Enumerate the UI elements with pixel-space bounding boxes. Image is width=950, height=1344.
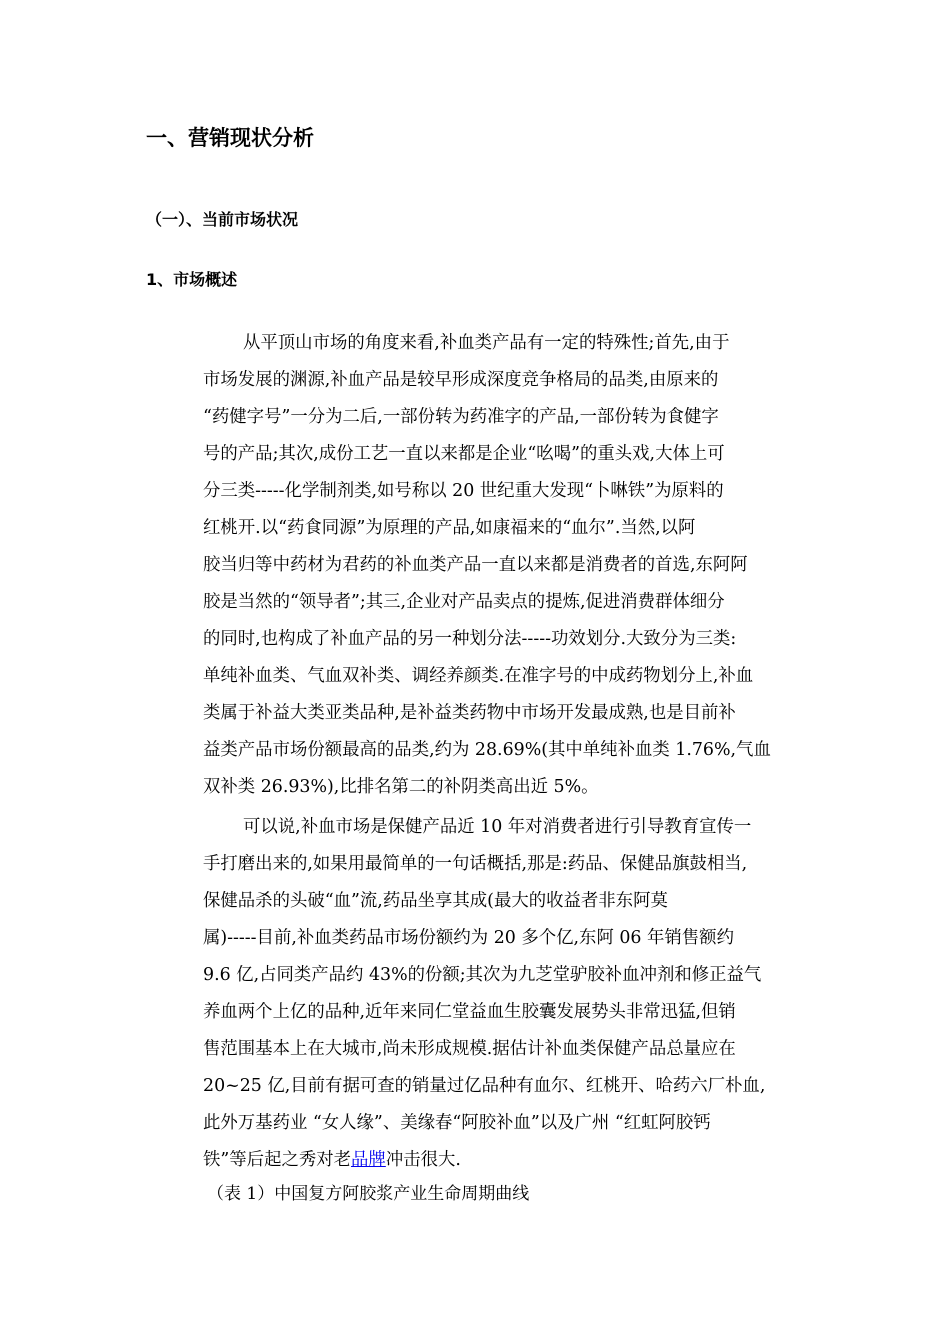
text-line: 红桃开.以“药食同源”为原理的产品,如康福来的“血尔”.当然,以阿: [203, 518, 696, 538]
text-line: 属)-----目前,补血类药品市场份额约为 20 多个亿,东阿 06 年销售额约: [203, 928, 734, 948]
text-line: 此外万基药业 “女人缘”、美缘春“阿胶补血”以及广州 “红虹阿胶钙: [203, 1113, 711, 1133]
text-line: “药健字号”一分为二后,一部份转为药准字的产品,一部份转为食健字: [203, 407, 719, 427]
section-heading: 一、营销现状分析: [146, 126, 314, 150]
text-line: 的同时,也构成了补血产品的另一种划分法-----功效划分.大致分为三类:: [203, 629, 737, 649]
text-line: 双补类 26.93%),比排名第二的补阴类高出近 5%。: [203, 777, 599, 797]
text-line: 市场发展的渊源,补血产品是较早形成深度竞争格局的品类,由原来的: [203, 370, 719, 390]
text-line: 胶当归等中药材为君药的补血类产品一直以来都是消费者的首选,东阿阿: [203, 555, 748, 575]
text-line: 益类产品市场份额最高的品类,约为 28.69%(其中单纯补血类 1.76%,气血: [203, 740, 771, 760]
text-line: 分三类-----化学制剂类,如号称以 20 世纪重大发现“卜啉铁”为原料的: [203, 481, 724, 501]
text-line: 保健品杀的头破“血”流,药品坐享其成(最大的收益者非东阿莫: [203, 891, 668, 911]
brand-link[interactable]: 品牌: [351, 1150, 386, 1170]
text-line-with-link: [203, 1142, 818, 1179]
table-caption: （表 1）中国复方阿胶浆产业生命周期曲线: [207, 1184, 530, 1204]
text-line: 养血两个上亿的品种,近年来同仁堂益血生胶囊发展势头非常迅猛,但销: [203, 1002, 736, 1022]
text-line: 9.6 亿,占同类产品约 43%的份额;其次为九芝堂驴胶补血冲剂和修正益气: [203, 965, 762, 985]
text-line: 从平顶山市场的角度来看,补血类产品有一定的特殊性;首先,由于: [243, 333, 730, 353]
text-line: 20~25 亿,目前有据可查的销量过亿品种有血尔、红桃开、哈药六厂朴血,: [203, 1076, 766, 1096]
body-text: [203, 325, 818, 1179]
text-line: 胶是当然的“领导者”;其三,企业对产品卖点的提炼,促进消费群体细分: [203, 592, 725, 612]
text-line: 售范围基本上在大城市,尚未形成规模.据估计补血类保健产品总量应在: [203, 1039, 736, 1059]
text-line: 号的产品;其次,成份工艺一直以来都是企业“吆喝”的重头戏,大体上可: [203, 444, 725, 464]
text-line: 可以说,补血市场是保健产品近 10 年对消费者进行引导教育宣传一: [243, 817, 752, 837]
text-segment: 冲击很大.: [385, 1150, 461, 1170]
paragraph-market-share: [203, 809, 818, 1179]
text-line: 单纯补血类、气血双补类、调经养颜类.在准字号的中成药物划分上,补血: [203, 666, 754, 686]
paragraph-market-segments: [203, 325, 818, 806]
text-segment: 铁”等后起之秀对老: [203, 1150, 352, 1170]
topic-heading: 1、市场概述: [146, 270, 238, 289]
subsection-heading: （一）、当前市场状况: [146, 210, 299, 229]
text-line: 类属于补益大类亚类品种,是补益类药物中市场开发最成熟,也是目前补: [203, 703, 736, 723]
text-line: 手打磨出来的,如果用最简单的一句话概括,那是:药品、保健品旗鼓相当,: [203, 854, 748, 874]
